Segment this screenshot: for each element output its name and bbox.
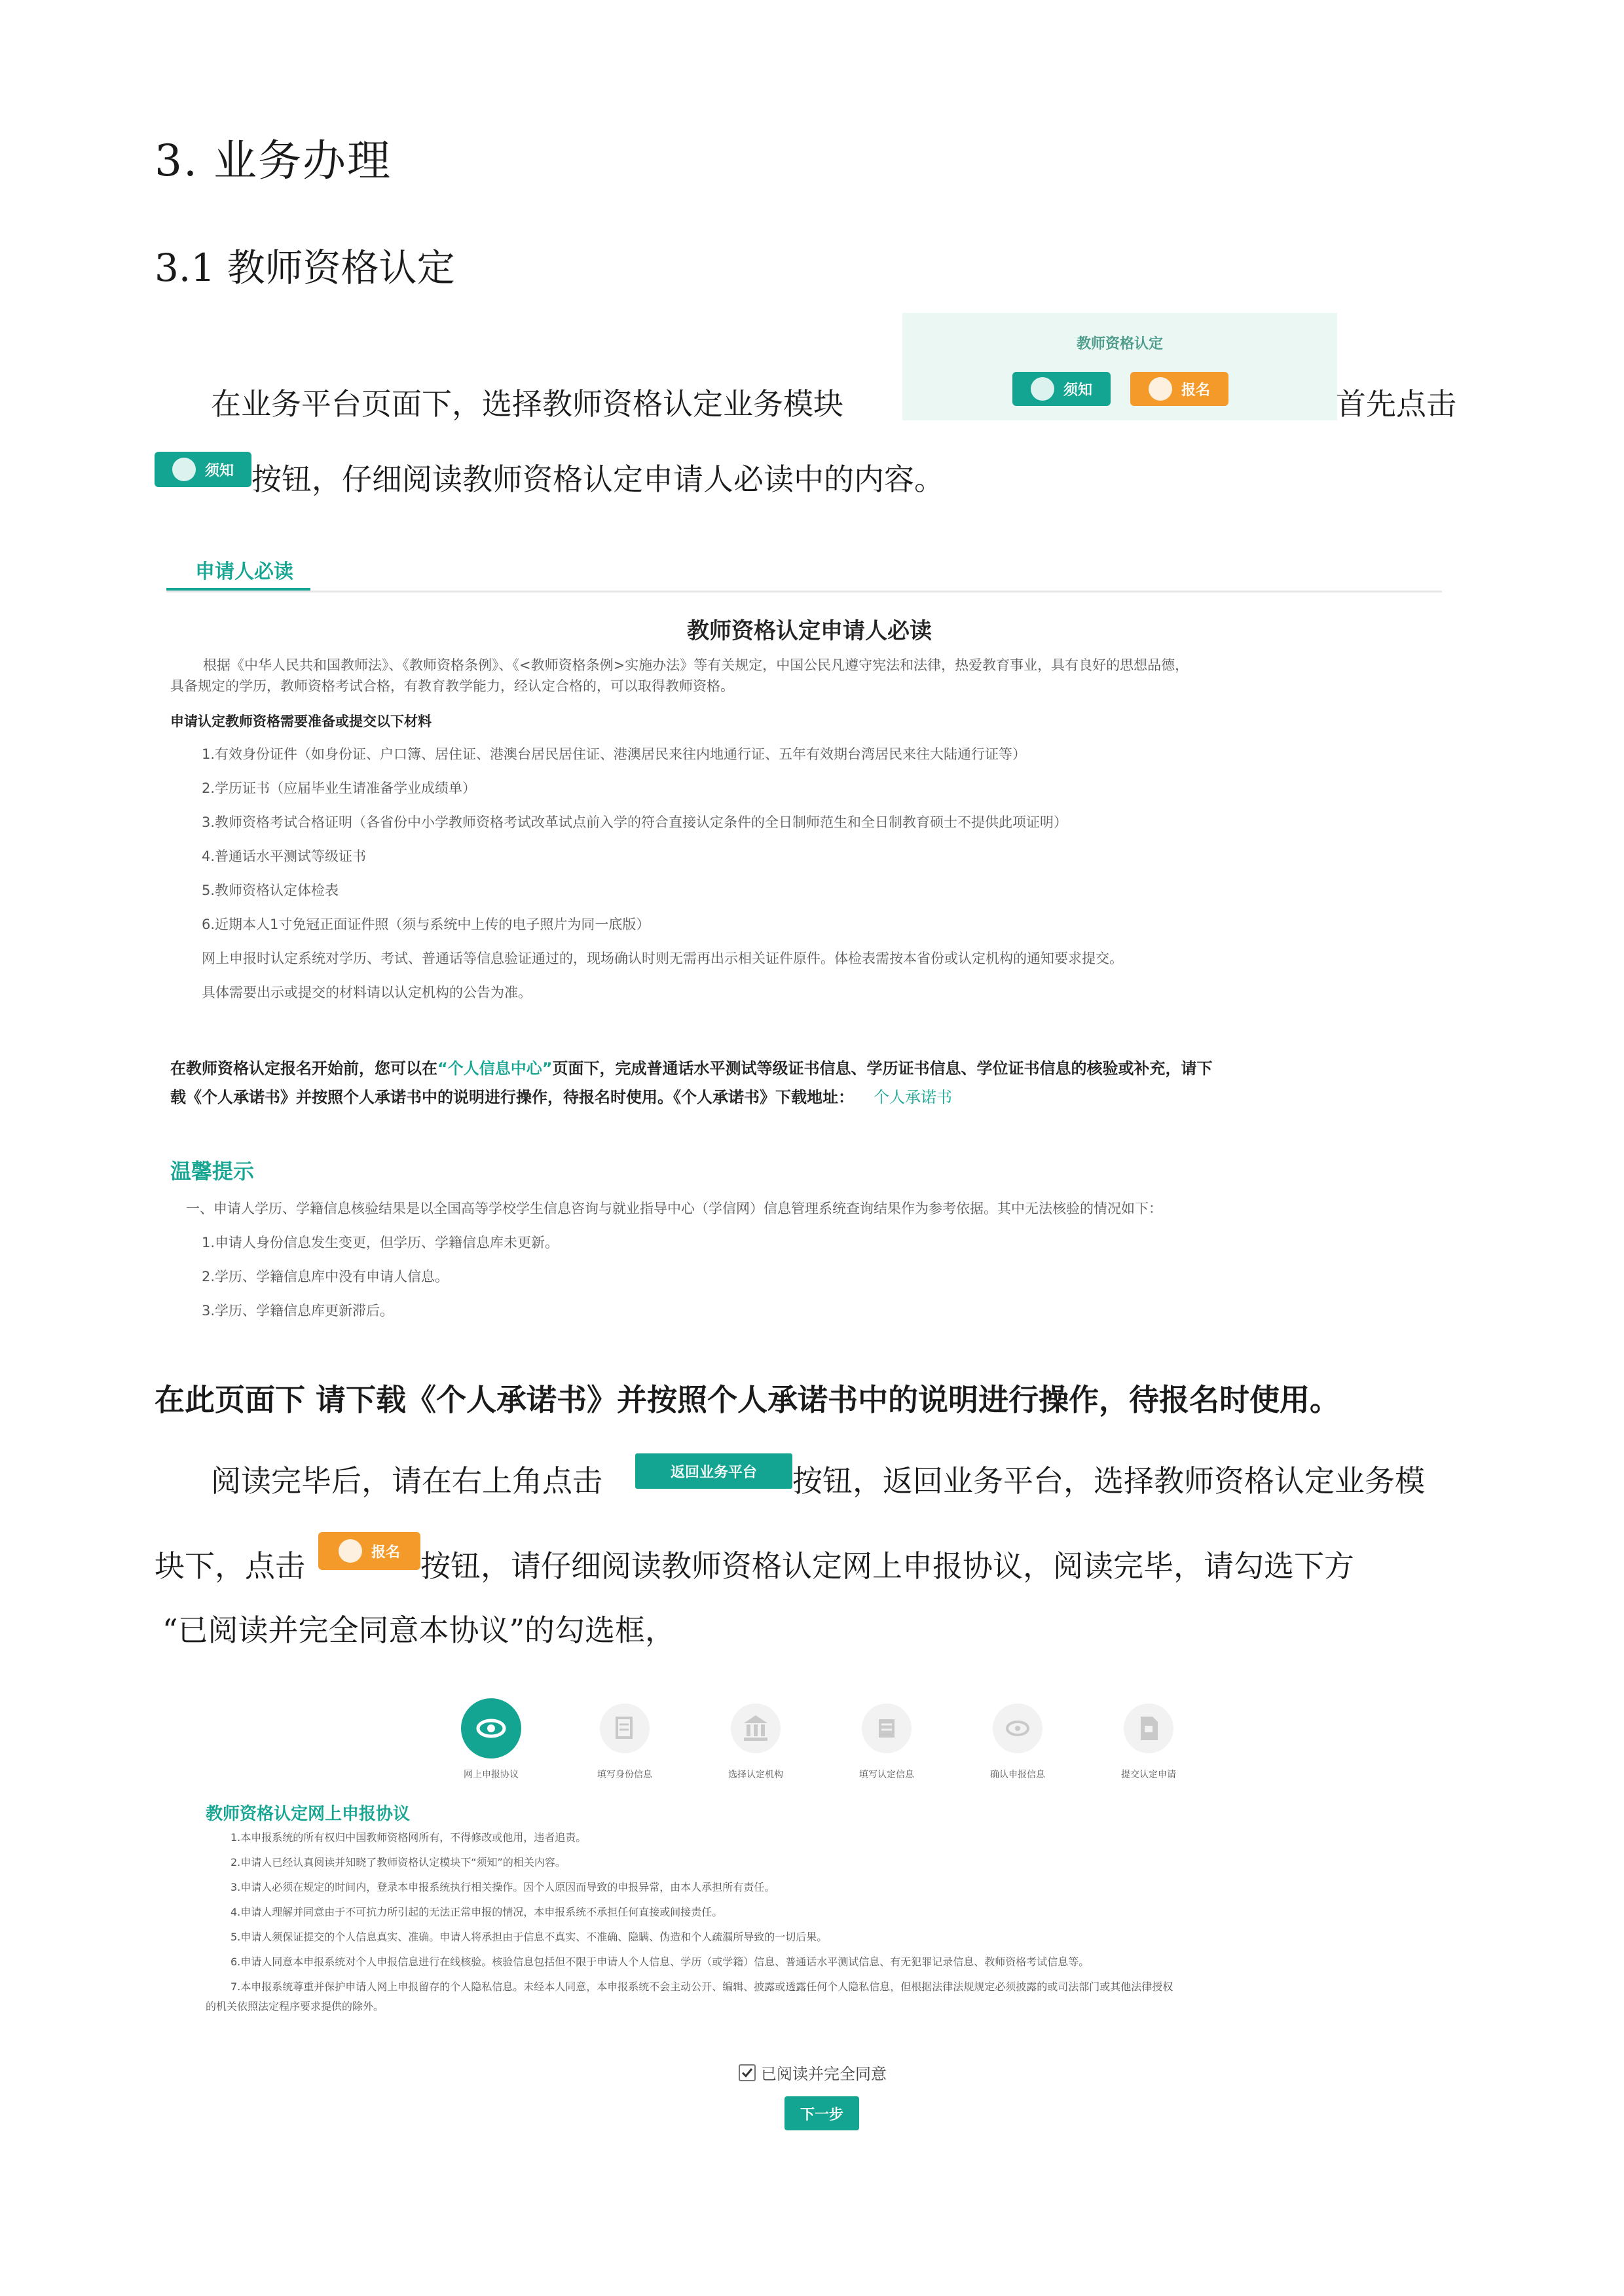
material-item: 6.近期本人1寸免冠正面证件照（须与系统中上传的电子照片为同一底版）	[202, 917, 650, 932]
para2-a: 阅读完毕后，请在右上角点击	[211, 1463, 602, 1499]
step-label: 网上申报协议	[464, 1770, 519, 1780]
tip-item: 2.学历、学籍信息库中没有申请人信息。	[202, 1269, 449, 1285]
notice-intro-2: 具备规定的学历，教师资格考试合格，有教育教学能力，经认定合格的，可以取得教师资格。	[170, 678, 734, 694]
para2-b: 按钮，返回业务平台，选择教师资格认定业务模	[792, 1463, 1425, 1499]
para1-after: 首先点击	[1336, 386, 1456, 422]
notice-button-inline[interactable]: 须知	[155, 452, 251, 487]
material-note: 网上申报时认定系统对学历、考试、普通话等信息验证通过的，现场确认时则无需再出示相关证件原件。体检表需按本省份或认定机构的通知要求提交。	[202, 951, 1123, 966]
para2-d: 按钮，请仔细阅读教师资格认定网上申报协议，阅读完毕，请勾选下方	[420, 1548, 1354, 1584]
para2-e: “已阅读并完全同意本协议”的勾选框，	[162, 1613, 676, 1648]
material-item: 3.教师资格考试合格证明（各省份中小学教师资格考试改革试点前入学的符合直接认定条件的全日制师范生和全日制教育硕士不提供此项证明）	[202, 814, 1068, 830]
tip-item: 一、申请人学历、学籍信息核验结果是以全国高等学校学生信息咨询与就业指导中心（学信网）信息管理系统查询结果作为参考依据。其中无法核验的情况如下：	[186, 1201, 1162, 1216]
notice-icon	[1031, 377, 1054, 401]
personal-center-link[interactable]: “个人信息中心”	[437, 1059, 553, 1078]
agreement-item: 7.本申报系统尊重并保护申请人网上申报留存的个人隐私信息。未经本人同意，本申报系统不会主动公开、编辑、披露或透露任何个人隐私信息，但根据法律法规规定必须披露的或司法部门或其他法律授权	[231, 1980, 1173, 1993]
agree-label: 已阅读并完全同意	[761, 2065, 887, 2083]
agree-checkbox-row[interactable]	[739, 2061, 887, 2084]
notice-intro-1: 根据《中华人民共和国教师法》、《教师资格条例》、《<教师资格条例>实施办法》等有关规定，中国公民凡遵守宪法和法律，热爱教育事业，具有良好的思想品德，	[203, 657, 1189, 673]
step-form-icon	[600, 1704, 650, 1753]
step-info-icon	[862, 1704, 912, 1753]
notice-button[interactable]: 须知	[1012, 372, 1111, 406]
tip-item: 1.申请人身份信息发生变更，但学历、学籍信息库未更新。	[202, 1235, 559, 1250]
agreement-item: 3.申请人必须在规定的时间内，登录本申报系统执行相关操作。因个人原因而导致的申报异常，由本人承担所有责任。	[231, 1881, 775, 1893]
notice-screenshot	[155, 543, 1464, 1355]
subsection-heading: 3.1 教师资格认定	[155, 246, 455, 290]
notice-icon	[172, 458, 196, 481]
para2-c: 块下，点击	[155, 1548, 305, 1584]
agreement-item: 6.申请人同意本申报系统对个人申报信息进行在线核验。核验信息包括但不限于申请人个人信息、学历（或学籍）信息、普通话水平测试信息、有无犯罪记录信息、教师资格考试信息等。	[231, 1956, 1090, 1968]
agreement-item: 2.申请人已经认真阅读并知晓了教师资格认定模块下“须知”的相关内容。	[231, 1856, 566, 1868]
agreement-item: 1.本申报系统的所有权归中国教师资格网所有，不得修改或他用，违者追责。	[231, 1831, 587, 1844]
step-submit-icon	[1124, 1704, 1173, 1753]
step-institution-icon	[731, 1704, 781, 1753]
step-eye-icon-active	[461, 1698, 521, 1758]
agreement-item: 4.申请人理解并同意由于不可抗力所引起的无法正常申报的情况，本申报系统不承担任何直接或间接责任。	[231, 1906, 723, 1918]
notice-tab[interactable]: 申请人必读	[195, 560, 293, 583]
material-item: 2.学历证书（应届毕业生请准备学业成绩单）	[202, 780, 477, 796]
section-heading: 3. 业务办理	[155, 136, 392, 186]
agreement-item: 的机关依照法定程序要求提供的除外。	[206, 2000, 384, 2013]
step-label: 选择认定机构	[728, 1770, 783, 1780]
module-card-title: 教师资格认定	[1076, 336, 1163, 352]
para1-before: 在业务平台页面下，选择教师资格认定业务模块	[211, 386, 843, 422]
step-label: 提交认定申请	[1121, 1770, 1176, 1780]
pledge-download-link[interactable]: 个人承诺书	[874, 1088, 952, 1106]
material-item: 4.普通话水平测试等级证书	[202, 848, 367, 864]
signup-button-inline[interactable]: 报名	[318, 1532, 420, 1570]
step-label: 确认申报信息	[990, 1770, 1045, 1780]
agreement-screenshot	[196, 1689, 1454, 2134]
signup-icon	[1149, 377, 1172, 401]
material-item: 1.有效身份证件（如身份证、户口簿、居住证、港澳台居民居住证、港澳居民来往内地通行证、五年有效期台湾居民来往大陆通行证等）	[202, 746, 1027, 762]
step-confirm-icon	[993, 1704, 1043, 1753]
notice-title: 教师资格认定申请人必读	[687, 618, 932, 644]
para1-line2: 按钮，仔细阅读教师资格认定申请人必读中的内容。	[251, 462, 944, 497]
material-note: 具体需要出示或提交的材料请以认定机构的公告为准。	[202, 985, 532, 1000]
materials-heading: 申请认定教师资格需要准备或提交以下材料	[170, 714, 432, 729]
tip-item: 3.学历、学籍信息库更新滞后。	[202, 1303, 394, 1319]
signup-button[interactable]: 报名	[1130, 372, 1228, 406]
tab-divider	[166, 591, 1442, 592]
step-label: 填写认定信息	[859, 1770, 914, 1780]
note-line-1: 在教师资格认定报名开始前，您可以在“个人信息中心”页面下，完成普通话水平测试等级证书信息、学历证书信息、学位证书信息的核验或补充，请下	[170, 1059, 1213, 1078]
module-card	[902, 313, 1337, 420]
note-line-2: 载《个人承诺书》并按照个人承诺书中的说明进行操作，待报名时使用。《个人承诺书》下载地址： 个人承诺书	[170, 1088, 952, 1106]
tips-heading: 温馨提示	[170, 1159, 255, 1184]
agree-checkbox[interactable]	[739, 2064, 756, 2081]
agreement-title: 教师资格认定网上申报协议	[206, 1804, 411, 1824]
step-label: 填写身份信息	[597, 1770, 652, 1780]
return-platform-button[interactable]: 返回业务平台	[635, 1453, 792, 1489]
next-step-button[interactable]: 下一步	[784, 2096, 859, 2130]
agreement-item: 5.申请人须保证提交的个人信息真实、准确。申请人将承担由于信息不真实、不准确、隐瞒、伪造和个人疏漏所导致的一切后果。	[231, 1931, 828, 1943]
bold-instruction: 在此页面下 请下载《个人承诺书》并按照个人承诺书中的说明进行操作，待报名时使用。	[155, 1382, 1340, 1417]
signup-icon	[339, 1539, 362, 1563]
material-item: 5.教师资格认定体检表	[202, 883, 339, 898]
